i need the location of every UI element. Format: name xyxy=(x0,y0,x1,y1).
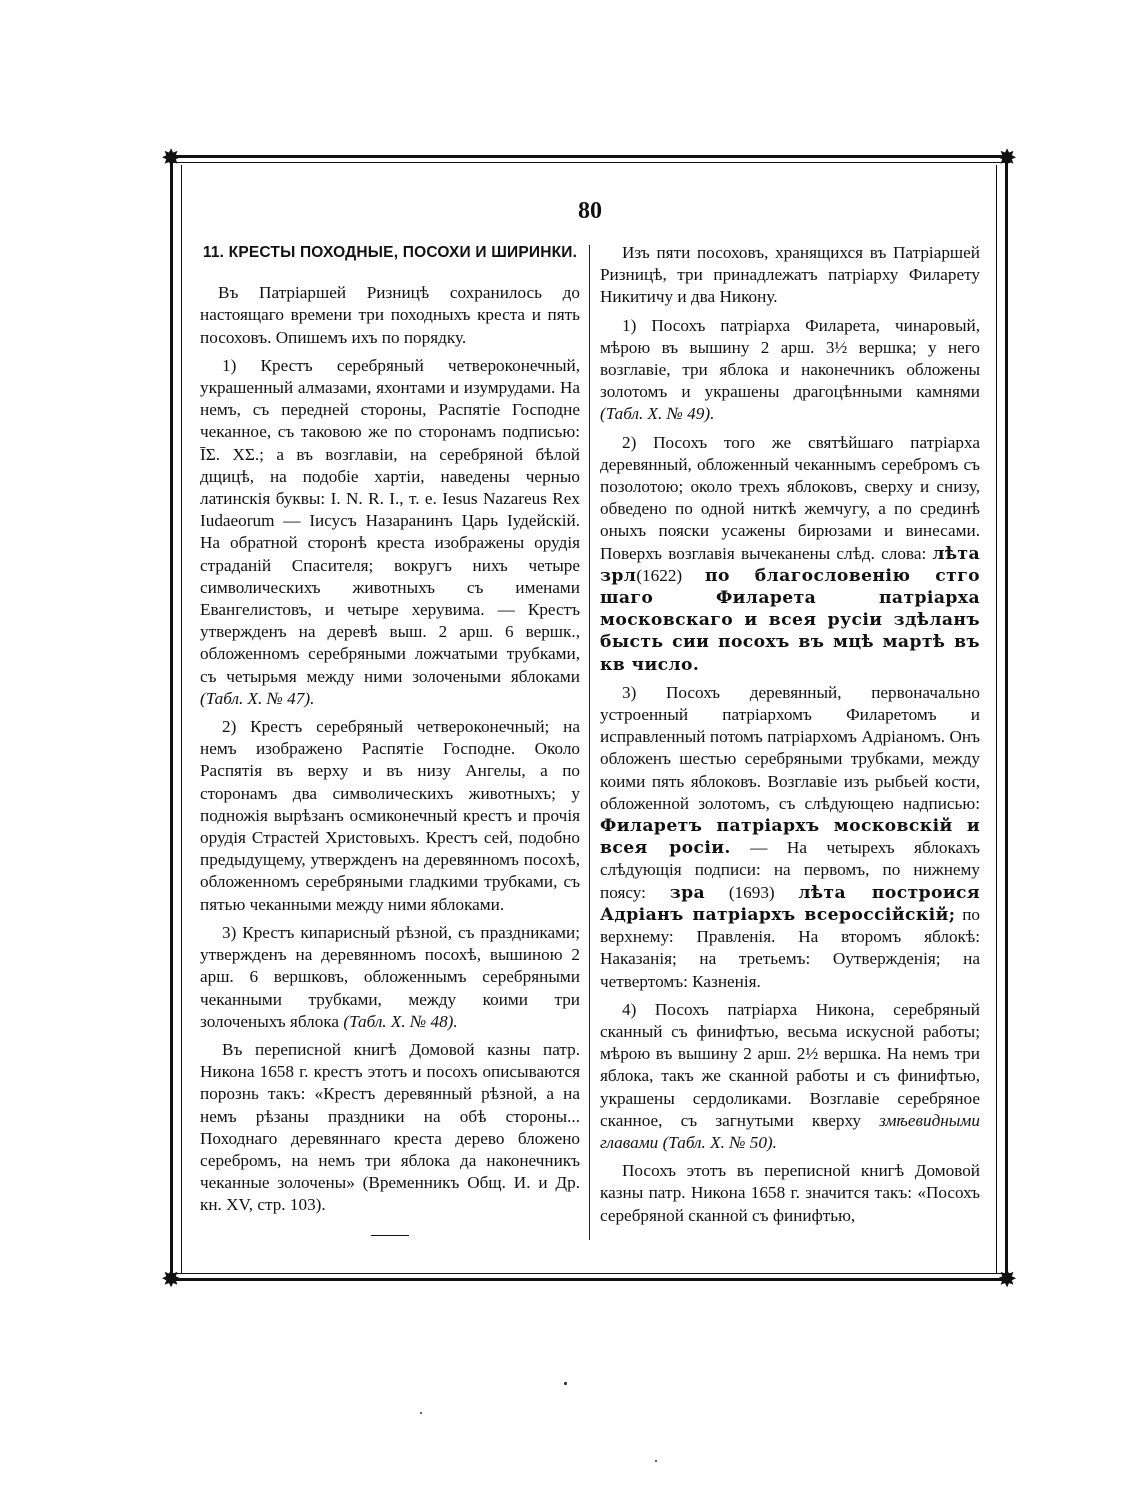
paragraph-text: 1) Крестъ серебряный четвероконечный, украшенный алмазами, яхонтами и изумрудами. На немъ, съ передней стороны, Распятіе Господне чеканное, съ таковою же по сторонамъ подписью: ĪΣ. ΧΣ.; а въ возглавіи, на серебряной бѣлой дщицѣ, на подобіе хартіи, наведены черныо латинскія буквы: I. N. R. I., т. е. Iesus Nazareus Rex Iudaeorum — Іисусъ Назаранинъ Царь Іудейскій. На обратной сторонѣ креста изображены орудія страданій Спасителя; вокругъ нихъ четыре символическихъ животныхъ съ именами Евангелистовъ, и четыре херувима. — Крестъ утвержденъ на деревѣ выш. 2 арш. 6 вершк., обложенномъ серебряными ложчатыми трубками, съ четырьмя между ними золочеными яблоками xyxy=(200,355,580,686)
paragraph-text: 1) Посохъ патріарха Филарета, чинаровый, мѣрою въ вышину 2 арш. 3½ вершка; у него возглавіе, три яблока и наконечникъ обложены золотомъ и украшены драгоцѣнными камнями xyxy=(600,315,980,402)
paragraph-text: 4) Посохъ патріарха Никона, серебряный сканный съ финифтью, весьма искусной работы; мѣрою въ вышину 2 арш. 2½ вершка. На немъ три яблока, такъ же сканной работы и съ финифтью, украшены сердоликами. Возглавіе серебряное сканное, съ загнутыми кверху xyxy=(600,999,980,1130)
slavonic-inscription: лѣта зрл xyxy=(600,543,981,586)
frame-top-line-inner xyxy=(172,162,1010,163)
page-number: 80 xyxy=(578,198,602,224)
paragraph-text: 3) Крестъ кипарисный рѣзной, съ праздниками; утвержденъ на деревянномъ посохѣ, вышиною 2 арш. 6 вершковъ, обложеннымъ серебряными чеканными трубками, между коими три золоченыхъ яблока xyxy=(200,922,580,1031)
frame-bottom-line-outer xyxy=(172,1278,1010,1281)
frame-top-line-outer xyxy=(172,155,1010,158)
frame-left-line-outer xyxy=(170,160,173,1280)
paragraph-text: Посохъ этотъ въ переписной книгѣ Домовой казны патр. Никона 1658 г. значится такъ: «Посохъ серебряной сканной съ финифтью, xyxy=(600,1161,980,1225)
scan-speck xyxy=(420,1412,422,1414)
paragraph xyxy=(200,355,580,710)
frame-right-line-outer xyxy=(1005,160,1008,1280)
slavonic-inscription: зра xyxy=(669,882,706,903)
paragraph-text: 2) Посохъ того же святѣйшаго патріарха деревянный, обложенный чеканнымъ серебромъ съ позолотою; около трехъ яблоковъ, сверху и снизу, обведено по одной ниткѣ жемчугу, а по срединѣ оныхъ пояски усажены бирюзами и винесами. Поверхъ возглавія вычеканены слѣд. слова: xyxy=(600,432,980,563)
slavonic-inscription: Филаретъ патріархъ московскій и всея росіи. xyxy=(600,816,980,859)
paragraph xyxy=(600,1160,980,1227)
paragraph xyxy=(600,682,980,993)
slavonic-inscription: лѣта построися Адріанъ патріархъ всероссійскій; xyxy=(600,882,981,925)
paragraph xyxy=(600,315,980,426)
end-rule xyxy=(371,1235,409,1236)
corner-ornament-icon: ✸ xyxy=(996,1265,1018,1293)
corner-ornament-icon: ✸ xyxy=(160,144,182,172)
scan-speck xyxy=(564,1382,567,1385)
column-divider xyxy=(589,245,590,1240)
paragraph xyxy=(600,242,980,309)
paragraph-text: — На четырехъ яблокахъ слѣдующія подписи: на первомъ, по нижнему поясу: xyxy=(600,838,980,902)
paragraph xyxy=(200,282,580,349)
plate-reference: (Табл. X. № 48). xyxy=(343,1011,458,1031)
paragraph-text: 2) Крестъ серебряный четвероконечный; на немъ изображено Распятіе Господне. Около Распятія въ верху и въ низу Ангелы, а по сторонамъ два символическихъ животныхъ; у подножія вырѣзанъ осмиконечный крестъ и прочія орудія Страстей Христовыхъ. Крестъ сей, подобно предыдущему, утвержденъ на деревянномъ посохѣ, обложенномъ серебряными гладкими трубками, съ пятью чеканными между ними яблоками. xyxy=(200,717,580,914)
slavonic-inscription: по благословенію стго шаго Филарета патріарха московскаго и всея русіи здѣланъ бысть сии посохъ въ мцѣ мартѣ въ кв число. xyxy=(600,565,981,675)
paragraph-text: Въ Патріаршей Ризницѣ сохранилось до настоящаго времени три походныхъ креста и пять посоховъ. Опишемъ ихъ по порядку. xyxy=(200,283,580,347)
frame-right-line-inner xyxy=(996,165,997,1273)
paragraph-text: 3) Посохъ деревянный, первоначально устроенный патріархомъ Филаретомъ и исправленный потомъ патріархомъ Адріаномъ. Онъ обложенъ шестью серебряными трубками, между коими пять яблоковъ. Возглавіе изъ рыбьей кости, обложенной золотомъ, съ слѣдующею надписью: xyxy=(600,682,980,813)
plate-reference: (Табл. X. № 47). xyxy=(200,688,315,708)
paragraph xyxy=(200,716,580,916)
paragraph-text: по верхнему: Правленія. На второмъ яблокѣ: Наказанія; на третьемъ: Оутвержденія; на четвертомъ: Казненія. xyxy=(600,904,981,991)
paragraph xyxy=(200,922,580,1033)
paragraph xyxy=(600,432,980,676)
plate-reference: змѣевидными главами (Табл. X. № 50). xyxy=(600,1110,980,1152)
section-title: 11. КРЕСТЫ ПОХОДНЫЕ, ПОСОХИ И ШИРИНКИ. xyxy=(202,244,578,261)
right-column xyxy=(600,238,980,1233)
frame-bottom-line-inner xyxy=(172,1273,1010,1274)
frame-left-line-inner xyxy=(181,165,182,1273)
year-value: (1622) xyxy=(636,565,683,585)
year-value: (1693) xyxy=(728,882,775,902)
corner-ornament-icon: ✸ xyxy=(160,1265,182,1293)
scan-speck xyxy=(655,1460,657,1462)
paragraph-text: Въ переписной книгѣ Домовой казны патр. Никона 1658 г. крестъ этотъ и посохъ описываются порознь такъ: «Крестъ деревянный рѣзной, а на немъ рѣзаны праздники на обѣ стороны... Походнаго деревяннаго креста дерево бложено серебромъ, на немъ три яблока да наконечникъ чеканные золочены» (Временникъ Общ. И. и Др. кн. XV, стр. 103). xyxy=(200,1039,580,1215)
left-column xyxy=(200,238,580,1236)
plate-reference: (Табл. X. № 49). xyxy=(600,404,715,424)
paragraph xyxy=(200,1039,580,1217)
paragraph-text: Изъ пяти посоховъ, хранящихся въ Патріаршей Ризницѣ, три принадлежатъ патріарху Филарету Никитичу и два Никону. xyxy=(600,243,980,307)
paragraph xyxy=(600,999,980,1154)
corner-ornament-icon: ✸ xyxy=(996,144,1018,172)
